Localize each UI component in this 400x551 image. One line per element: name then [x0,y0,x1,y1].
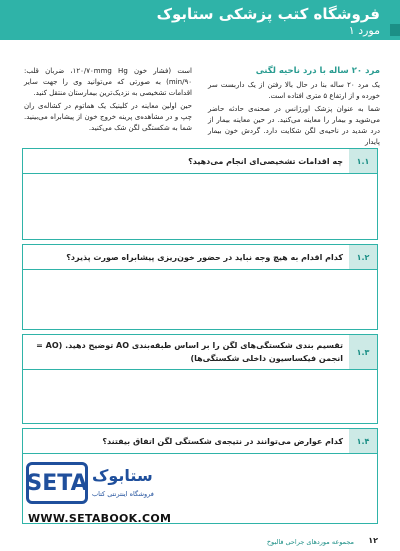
question-divider [23,369,377,370]
question-header [23,335,377,369]
question-box [22,334,378,424]
logo-url: WWW.SETABOOK.COM [28,512,172,525]
setabook-logo [26,462,186,534]
question-text: کدام اقدام به هیچ وجه نباید در حضور خون‌ریزی پیشابراه صورت پذیرد؟ [66,253,343,262]
question-number: ۱.۲ [349,245,377,269]
question-text: تقسیم بندی شکستگی‌های لگن را بر اساس طبقه‌بندی AO توضیح دهید. (AO = انجمن فیکساسیون داخلی شکستگی‌ها) [36,341,343,363]
logo-mark-icon [26,462,88,504]
case-heading: مرد ۲۰ ساله با درد ناحیه لگنی [255,66,380,76]
question-box [22,244,378,330]
page-number: ۱۲ [368,536,378,545]
case-paragraph: یک مرد ۲۰ ساله بنا در حال بالا رفتن از یک داربست سر خورده و از ارتفاع ۵ متری افتاده است. [208,81,380,100]
banner-tab-marker [390,24,400,36]
case-paragraph: شما به عنوان پزشک اورژانس در صحنه‌ی حادثه حاضر می‌شوید و بیمار را معاینه می‌کنید. در حین معاینه بیمار از درد شدید در ناحیه‌ی لگن شکایت دارد. گردش خون بیمار پایدار [208,105,380,146]
question-number: ۱.۱ [349,149,377,173]
question-box [22,148,378,240]
question-number: ۱.۳ [349,335,377,369]
question-text: چه اقدامات تشخیصی‌ای انجام می‌دهید؟ [188,157,343,166]
question-header [23,429,377,453]
question-text: کدام عوارض می‌توانند در نتیجه‌ی شکستگی لگن اتفاق بیفتند؟ [102,437,343,446]
question-divider [23,269,377,270]
case-paragraph: حین اولین معاینه در کلینیک یک هماتوم در کشاله‌ی ران چپ و در مشاهده‌ی پرینه خروج خون از پیشابراه می‌بینید. شما به شکستگی لگن شک می‌کنید. [24,102,192,132]
banner-title: فروشگاه کتب پزشکی ستابوک [156,5,380,23]
question-header [23,149,377,173]
case-text-left-column [24,66,192,136]
question-number: ۱.۴ [349,429,377,453]
case-text-right-column [208,80,380,150]
question-header [23,245,377,269]
case-paragraph: است (فشار خون ۱۲۰/۷۰mmg Hg، ضربان قلب: ۹۰/min) به صورتی که می‌توانید وی را جهت سایر اقدامات تشخیصی به نزدیک‌ترین بیمارستان منتقل کنید. [24,67,192,97]
footer-book-title: مجموعه موردهای جراحی فالبوخ [266,538,354,546]
logo-tagline: فروشگاه اینترنتی کتاب [92,490,154,498]
question-divider [23,453,377,454]
logo-name: ستابوک [92,466,153,485]
top-banner [0,0,400,40]
logo-mark-text: SETA [26,470,88,496]
case-label: مورد ۱ [348,24,380,37]
question-divider [23,173,377,174]
